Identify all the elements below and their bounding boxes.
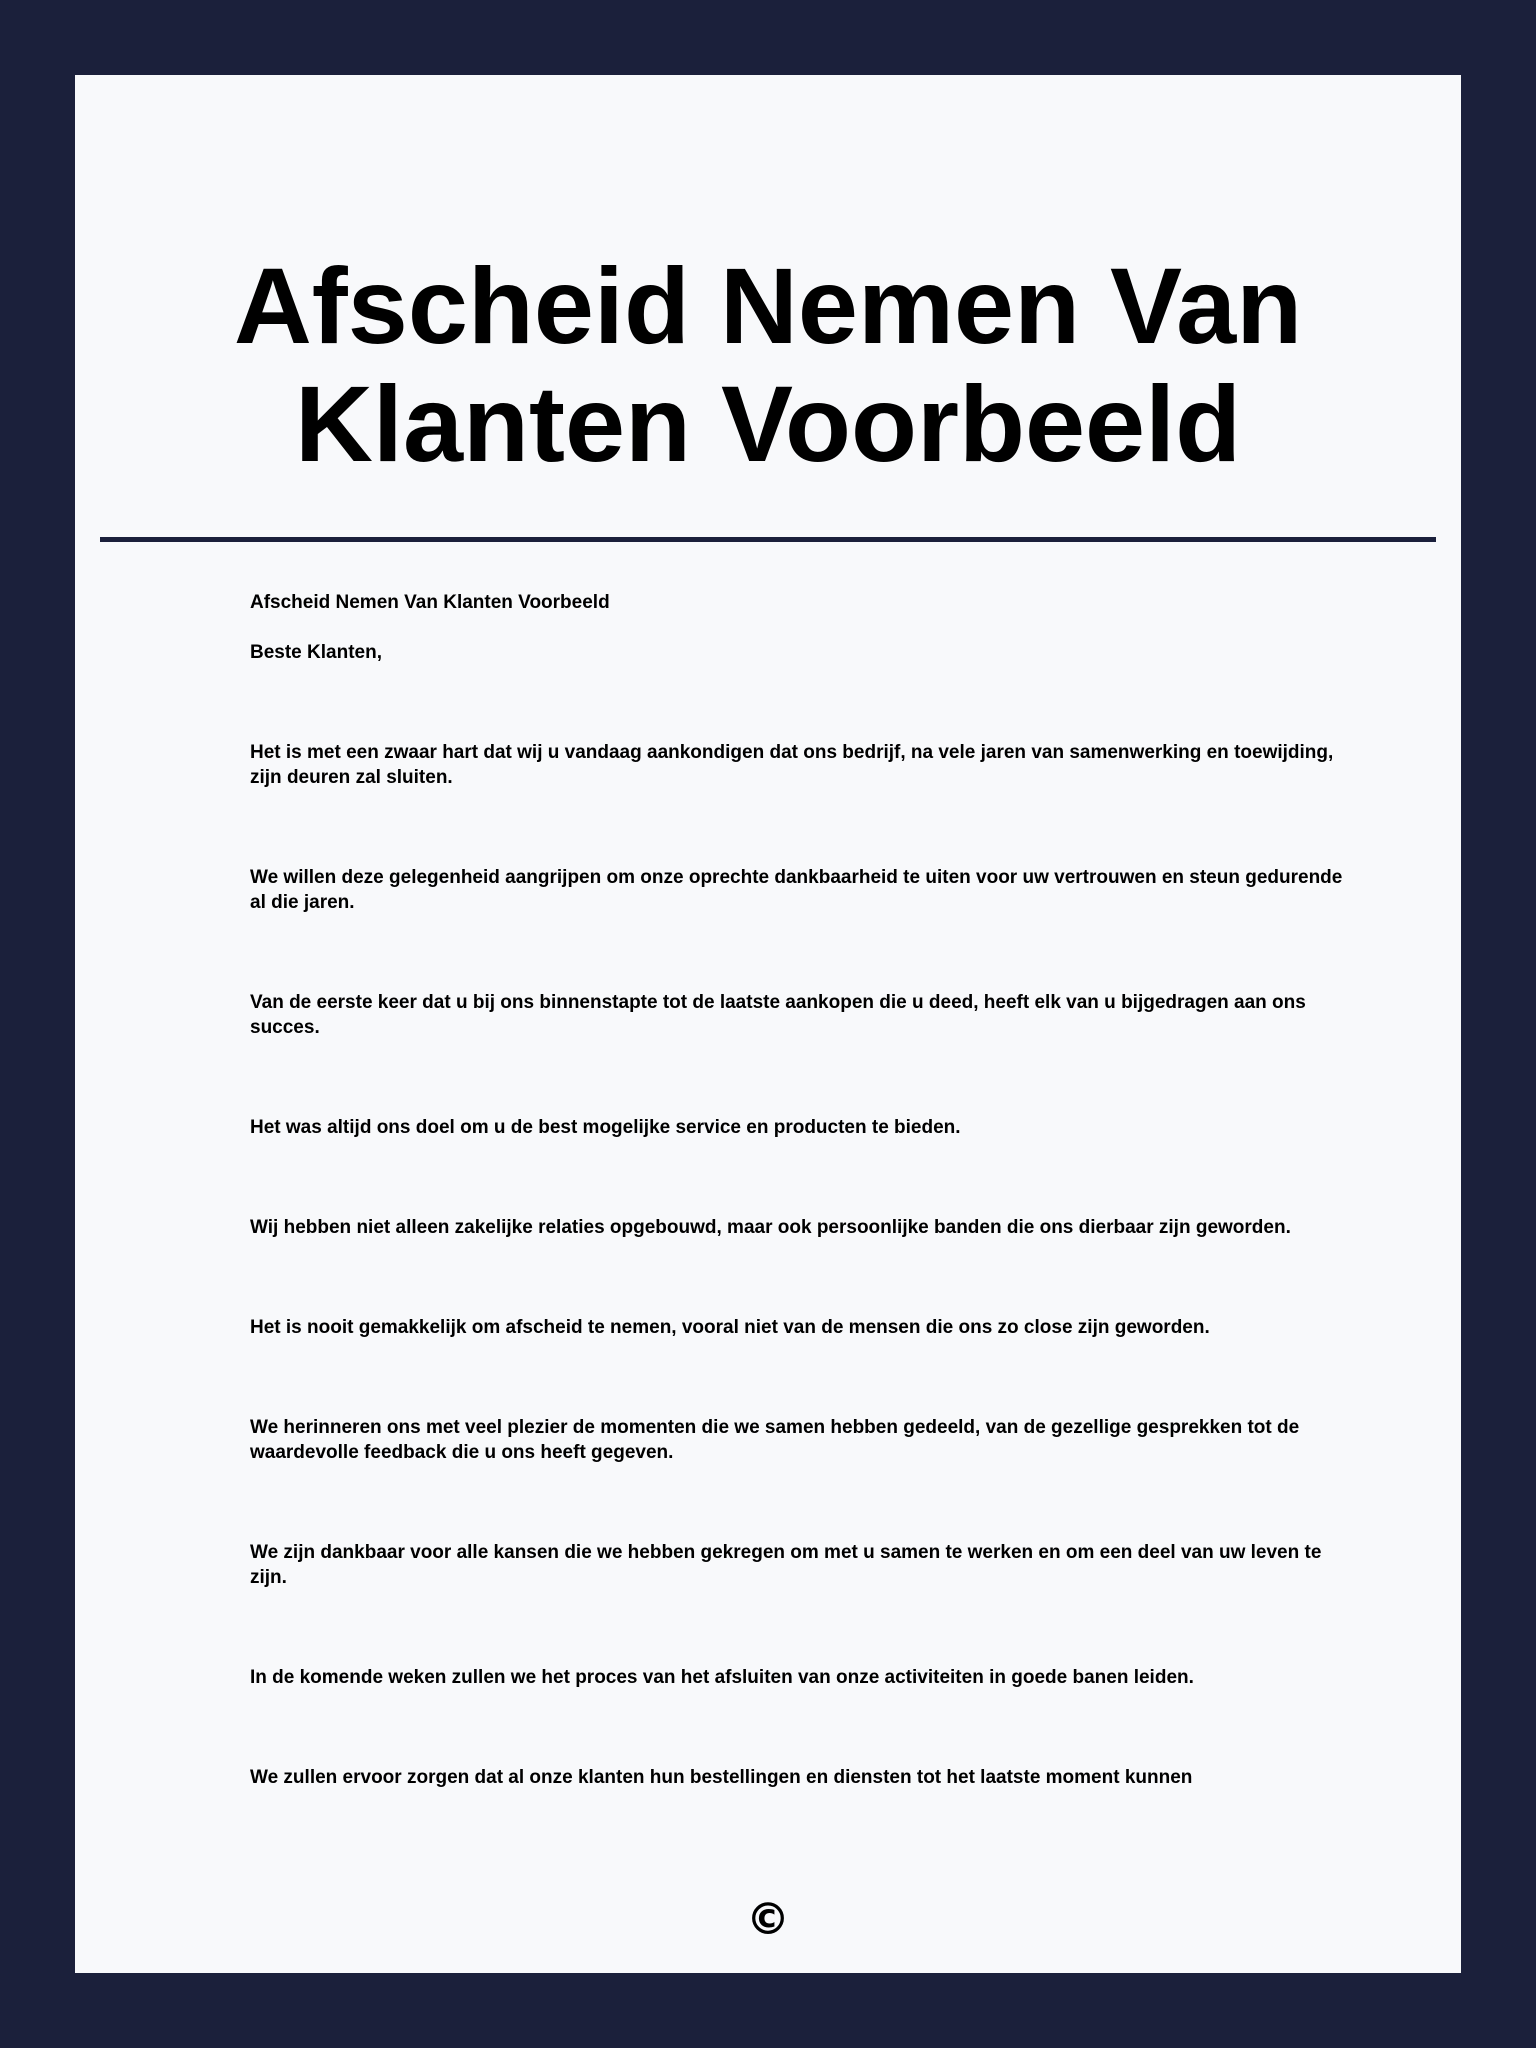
paragraph: In de komende weken zullen we het proces van het afsluiten van onze activiteiten in goede banen leiden. [250, 1667, 1194, 1688]
copyright-icon: © [746, 1894, 790, 1945]
paragraph: We herinneren ons met veel plezier de momenten die we samen hebben gedeeld, van de gezellige gesprekken tot de waardevolle feedback die u ons heeft gegeven. [250, 1417, 1300, 1463]
title-divider [100, 537, 1436, 542]
paragraph: Wij hebben niet alleen zakelijke relaties opgebouwd, maar ook persoonlijke banden die ons dierbaar zijn geworden. [250, 1217, 1291, 1238]
salutation: Beste Klanten, [250, 642, 382, 663]
document-heading: Afscheid Nemen Van Klanten Voorbeeld [250, 592, 610, 613]
paragraph: We willen deze gelegenheid aangrijpen om onze oprechte dankbaarheid te uiten voor uw vertrouwen en steun gedurende al die jaren. [250, 867, 1343, 913]
document-page [75, 75, 1461, 1973]
paragraph: Het is nooit gemakkelijk om afscheid te nemen, vooral niet van de mensen die ons zo close zijn geworden. [250, 1317, 1210, 1338]
paragraph: We zullen ervoor zorgen dat al onze klanten hun bestellingen en diensten tot het laatste moment kunnen [250, 1767, 1193, 1788]
document-body [250, 590, 1350, 1865]
paragraph: Van de eerste keer dat u bij ons binnenstapte tot de laatste aankopen die u deed, heeft elk van u bijgedragen aan ons succes. [250, 992, 1306, 1038]
paragraph: Het was altijd ons doel om u de best mogelijke service en producten te bieden. [250, 1117, 961, 1138]
paragraph: We zijn dankbaar voor alle kansen die we hebben gekregen om met u samen te werken en om een deel van uw leven te zijn. [250, 1542, 1322, 1588]
paragraph: Het is met een zwaar hart dat wij u vandaag aankondigen dat ons bedrijf, na vele jaren van samenwerking en toewijding, zijn deuren zal sluiten. [250, 742, 1334, 788]
page-title: Afscheid Nemen Van Klanten Voorbeeld [233, 245, 1303, 484]
